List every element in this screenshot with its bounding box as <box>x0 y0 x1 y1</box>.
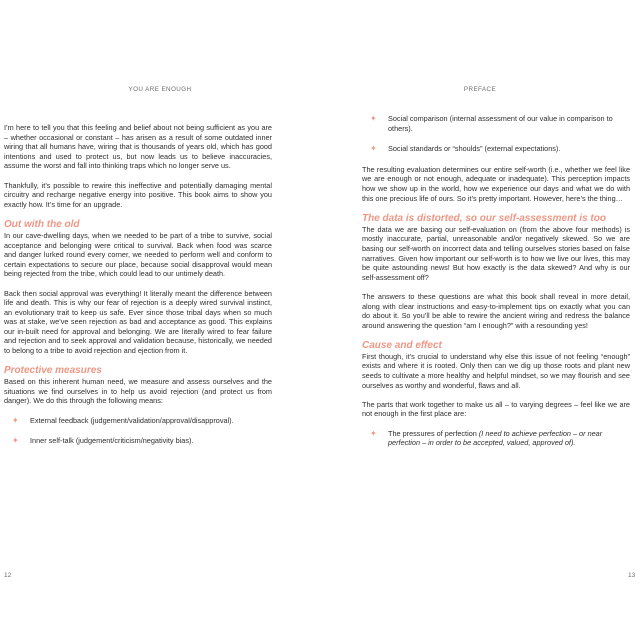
paragraph: In our cave-dwelling days, when we needed to be part of a tribe to survive, social acceptance and belonging were critical to survival. Back when food was scarce and danger lurked round every corner, we needed to perform well and conform to certain expectations to secure our place, because social disapproval would mean being rejected from the tribe, which could lead to our untimely death. <box>4 230 272 279</box>
list-item <box>4 416 272 426</box>
left-text-column <box>4 123 272 457</box>
running-head: PREFACE <box>463 86 497 93</box>
sparkle-bullet-icon: ✦ <box>370 144 377 154</box>
bullet-list <box>362 429 630 448</box>
bullet-list <box>362 114 630 154</box>
sparkle-bullet-icon: ✦ <box>370 428 377 438</box>
paragraph: Back then social approval was everything! It literally meant the difference between life and death. This is why our fear of rejection is a deeply wired survival instinct, an evolutionary trait to keep us safe. Ever since those tribal days when so much was at stake, we’ve seen rejection as bad and acceptance as good. This explains our in-built need for approval and belonging. We are literally wired to fear failure and rejection and to seek approval and validation because, historically, we needed to belong to a tribe to avoid rejection and ejection from it. <box>4 288 272 356</box>
section-heading: Protective measures <box>4 365 102 377</box>
page-number: 13 <box>628 572 636 579</box>
list-item-text: Social standards or “shoulds” (external expectations). <box>388 144 561 154</box>
list-item <box>362 144 630 154</box>
list-item-text: Inner self-talk (judgement/criticism/negativity bias). <box>30 436 194 446</box>
list-item-italic-text: (I need to achieve perfection – or near perfection – in order to be accepted, valued, approved of). <box>388 428 603 448</box>
bullet-list <box>4 416 272 446</box>
sparkle-bullet-icon: ✦ <box>370 114 377 123</box>
page-number: 12 <box>4 572 12 579</box>
right-page <box>320 0 640 640</box>
list-item-text: The pressures of perfection <box>388 428 479 438</box>
list-item-text: Social comparison (internal assessment of our value in comparison to others). <box>388 114 613 133</box>
paragraph: First though, it’s crucial to understand why else this issue of not feeling “enough” exists and where it is rooted. Only then can we dig up those roots and plant new seeds to cultivate a more healthy and helpful mindset, so we may flourish and see ourselves as worthy and wonderful, flaws and all. <box>362 351 630 390</box>
list-item <box>4 436 272 446</box>
paragraph: I’m here to tell you that this feeling and belief about not being sufficient as you are – whether occasional or constant – has arisen as a result of some outdated inner wiring that all humans have, wiring that is thousands of years old, which has good intentions and used to protect us, but now leads us to believe inaccuracies, assume the worst and fall into thinking traps which no longer serve us. <box>4 123 272 171</box>
section-heading: The data is distorted, so our self-assessment is too <box>362 212 606 224</box>
paragraph: The parts that work together to make us all – to varying degrees – feel like we are not enough in the first place are: <box>362 399 630 419</box>
paragraph: The resulting evaluation determines our entire self-worth (i.e., whether we feel like we are enough or not enough, adequate or inadequate). This perception impacts how we show up in the world, how we experience our days and what we do with this one precious life of ours. So it’s pretty important. However, here’s the thing… <box>362 164 630 203</box>
list-item <box>362 429 630 448</box>
running-head: YOU ARE ENOUGH <box>128 86 192 93</box>
sparkle-bullet-icon: ✦ <box>12 436 19 446</box>
section-heading: Cause and effect <box>362 339 442 351</box>
paragraph: Thankfully, it’s possible to rewire this ineffective and potentially damaging mental circuitry and recharge negative energy into positive. This book aims to show you exactly how. It’s time for an upgrade. <box>4 180 272 209</box>
paragraph: The data we are basing our self-evaluation on (from the above four methods) is mostly inaccurate, partial, unreasonable and/or negatively skewed. So we are basing our self-worth on incorrect data and telling ourselves stories based on false narratives. Given how important our self-worth is to how we live our lives, this may be quite astounding news! But how exactly is the data skewed? And why is our self-assessment off? <box>362 224 630 282</box>
right-text-column <box>362 114 630 459</box>
section-heading: Out with the old <box>4 218 80 230</box>
paragraph: Based on this inherent human need, we measure and assess ourselves and the situations we find ourselves in to help us avoid rejection (and protect us from danger). We do this through the following means: <box>4 377 272 406</box>
paragraph: The answers to these questions are what this book shall reveal in more detail, along with clear instructions and easy-to-implement tips on exactly what you can do about it. So you’ll be able to rewire the ancient wiring and redress the balance around answering the question “am I enough?” with a resounding yes! <box>362 291 630 330</box>
list-item <box>362 114 630 133</box>
list-item-text: External feedback (judgement/validation/approval/disapproval). <box>30 415 234 425</box>
sparkle-bullet-icon: ✦ <box>12 415 19 425</box>
